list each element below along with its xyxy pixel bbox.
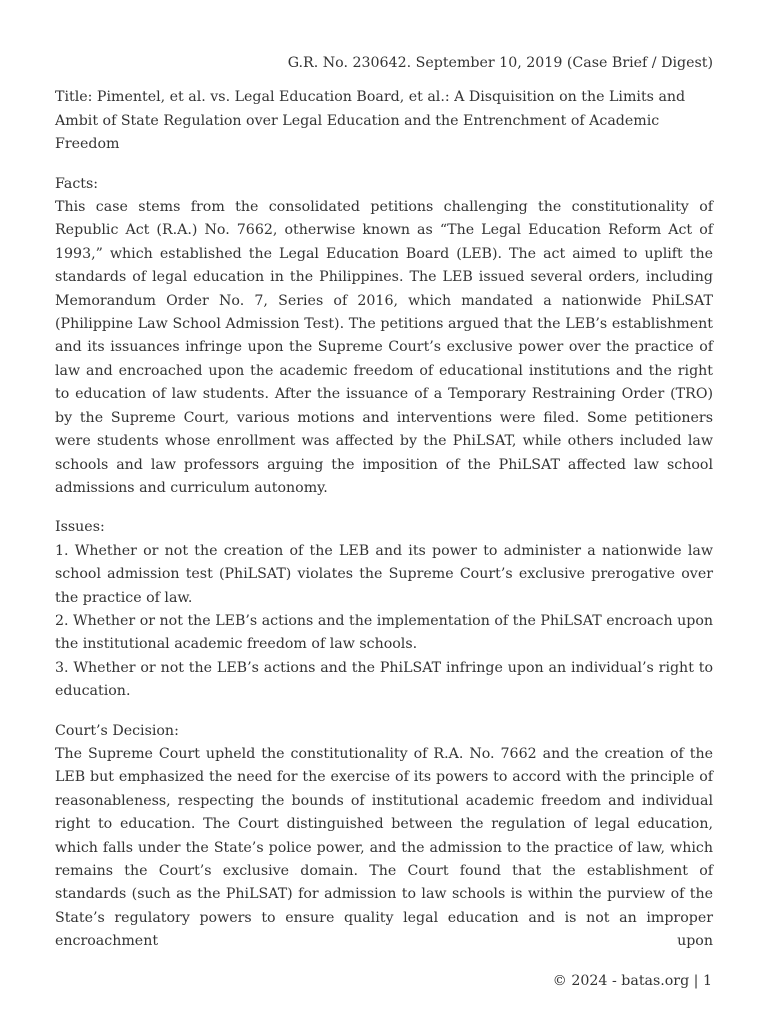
issues-heading: Issues: (55, 519, 105, 536)
issue-item: 2. Whether or not the LEB’s actions and the implementation of the PhiLSAT encroach upon the institutional academic freedom of law schools. (55, 612, 713, 653)
facts-section (55, 173, 713, 501)
decision-section (55, 720, 713, 954)
facts-heading: Facts: (55, 175, 99, 192)
page-footer: © 2024 - batas.org | 1 (552, 973, 712, 989)
decision-heading: Court’s Decision: (55, 722, 179, 739)
case-reference-header: G.R. No. 230642. September 10, 2019 (Case Brief / Digest) (287, 55, 713, 71)
decision-body: The Supreme Court upheld the constitutionality of R.A. No. 7662 and the creation of the LEB but emphasized the need for the exercise of its powers to accord with the principle of reasonableness, respecting the bounds of institutional academic freedom and individual right to education. The Court distinguished between the regulation of legal education, which falls under the State’s police power, and the admission to the practice of law, which remains the Court’s exclusive domain. The Court found that the establishment of standards (such as the PhiLSAT) for admission to law schools is within the purview of the State’s regulatory powers to ensure quality legal education and is not an improper encroachment upon (55, 745, 713, 950)
issue-item: 1. Whether or not the creation of the LEB and its power to administer a nationwide law school admission test (PhiLSAT) violates the Supreme Court’s exclusive prerogative over the practice of law. (55, 542, 713, 606)
facts-body: This case stems from the consolidated petitions challenging the constitutionality of Republic Act (R.A.) No. 7662, otherwise known as “The Legal Education Reform Act of 1993,” which established the Legal Education Board (LEB). The act aimed to uplift the standards of legal education in the Philippines. The LEB issued several orders, including Memorandum Order No. 7, Series of 2016, which mandated a nationwide PhiLSAT (Philippine Law School Admission Test). The petitions argued that the LEB’s establishment and its issuances infringe upon the Supreme Court’s exclusive power over the practice of law and encroached upon the academic freedom of educational institutions and the right to education of law students. After the issuance of a Temporary Restraining Order (TRO) by the Supreme Court, various motions and interventions were filed. Some petitioners were students whose enrollment was affected by the PhiLSAT, while others included law schools and law professors arguing the imposition of the PhiLSAT affected law school admissions and curriculum autonomy. (55, 199, 713, 496)
issues-section (55, 516, 713, 703)
issue-item: 3. Whether or not the LEB’s actions and the PhiLSAT infringe upon an individual’s right to education. (55, 659, 713, 700)
case-title: Title: Pimentel, et al. vs. Legal Education Board, et al.: A Disquisition on the Limits and Ambit of State Regulation over Legal Education and the Entrenchment of Academic Freedom (55, 89, 686, 153)
document-page (55, 52, 713, 970)
